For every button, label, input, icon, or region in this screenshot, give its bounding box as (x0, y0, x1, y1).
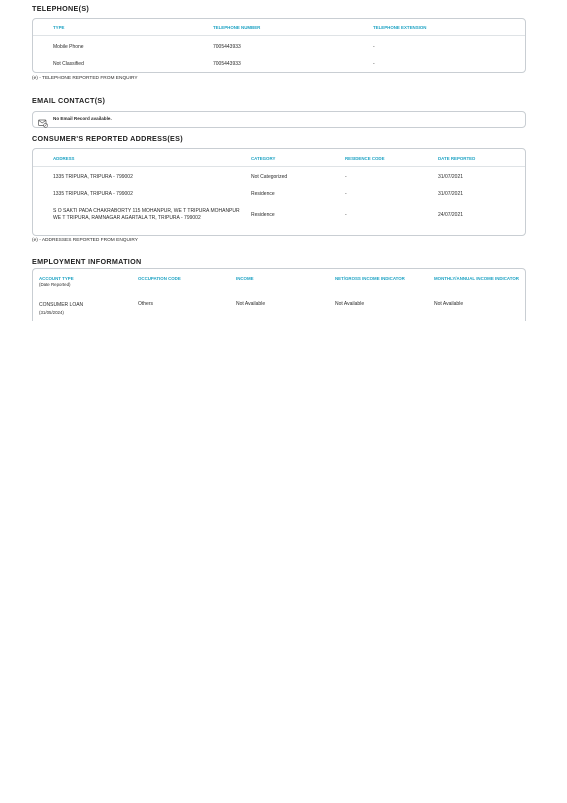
telephones-section (32, 4, 526, 81)
employment-monthly-annual: Not Available (434, 301, 464, 307)
employment-account-type: CONSUMER LOAN (39, 302, 84, 308)
no-email-icon (38, 115, 47, 123)
col-date-reported: DATE REPORTED (438, 156, 476, 161)
col-net-gross-income-indicator: NET/GROSS INCOME INDICATOR (335, 276, 405, 281)
employment-net-gross: Not Available (335, 301, 365, 307)
phone-extension: - (373, 44, 375, 50)
phone-number: 7005443933 (213, 61, 241, 67)
telephones-header-divider (33, 35, 525, 36)
table-row (53, 174, 523, 180)
telephones-title: TELEPHONE(S) (32, 4, 90, 13)
telephones-table (32, 18, 526, 73)
telephones-header-row (53, 25, 523, 30)
telephones-note: (e) - TELEPHONE REPORTED FROM ENQUIRY (32, 76, 138, 81)
addresses-header-row (53, 156, 523, 161)
address-text: S O SAKTI PADA CHAKRABORTY 115 MOHANPUR, WE T TRIPURA MOHANPUR WE T TRIPURA, RAMNAGAR AGARTALA TR, TRIPURA - 799002 (53, 208, 240, 222)
col-type: TYPE (53, 25, 65, 30)
table-row (53, 208, 523, 223)
employment-date-reported: (31/05/2024) (39, 310, 64, 315)
email-empty-card (32, 111, 526, 128)
col-residence-code: RESIDENCE CODE (345, 156, 385, 161)
email-empty-text: No Email Record available. (53, 116, 112, 121)
employment-title: EMPLOYMENT INFORMATION (32, 257, 142, 266)
col-income: INCOME (236, 276, 254, 281)
col-address: ADDRESS (53, 156, 75, 161)
table-row (39, 301, 523, 317)
addresses-section (32, 134, 526, 243)
col-monthly-annual-income-indicator: MONTHLY/ANNUAL INCOME INDICATOR (434, 276, 519, 281)
col-account-type: ACCOUNT TYPE (39, 276, 74, 281)
email-title: EMAIL CONTACT(S) (32, 96, 106, 105)
table-row (53, 191, 523, 197)
addresses-note: (e) - ADDRESSES REPORTED FROM ENQUIRY (32, 238, 138, 243)
phone-type: Mobile Phone (53, 44, 84, 50)
address-residence-code: - (345, 212, 347, 219)
addresses-title: CONSUMER'S REPORTED ADDRESS(ES) (32, 134, 183, 143)
address-date-reported: 31/07/2021 (438, 174, 464, 180)
col-telephone-extension: TELEPHONE EXTENSION (373, 25, 427, 30)
employment-section (32, 257, 526, 315)
employment-occupation-code: Others (138, 301, 154, 307)
addresses-table (32, 148, 526, 236)
employment-income: Not Available (236, 301, 266, 307)
phone-type: Not Classified (53, 61, 84, 67)
employment-table (32, 268, 526, 321)
address-text: 1335 TRIPURA, TRIPURA - 799002 (53, 174, 133, 180)
address-category: Residence (251, 212, 275, 219)
table-row (53, 44, 523, 50)
phone-number: 7005443933 (213, 44, 241, 50)
address-text: 1335 TRIPURA, TRIPURA - 799002 (53, 191, 133, 197)
col-telephone-number: TELEPHONE NUMBER (213, 25, 261, 30)
email-section (32, 96, 526, 121)
employment-header-row (39, 276, 523, 288)
addresses-header-divider (33, 166, 525, 167)
address-category: Residence (251, 191, 275, 197)
col-date-reported-sub: (Date Reported) (39, 282, 71, 287)
table-row (53, 61, 523, 67)
col-occupation-code: OCCUPATION CODE (138, 276, 181, 281)
address-date-reported: 24/07/2021 (438, 212, 464, 219)
address-category: Not Categorized (251, 174, 288, 180)
address-residence-code: - (345, 191, 347, 197)
address-residence-code: - (345, 174, 347, 180)
phone-extension: - (373, 61, 375, 67)
col-category: CATEGORY (251, 156, 276, 161)
address-date-reported: 31/07/2021 (438, 191, 464, 197)
